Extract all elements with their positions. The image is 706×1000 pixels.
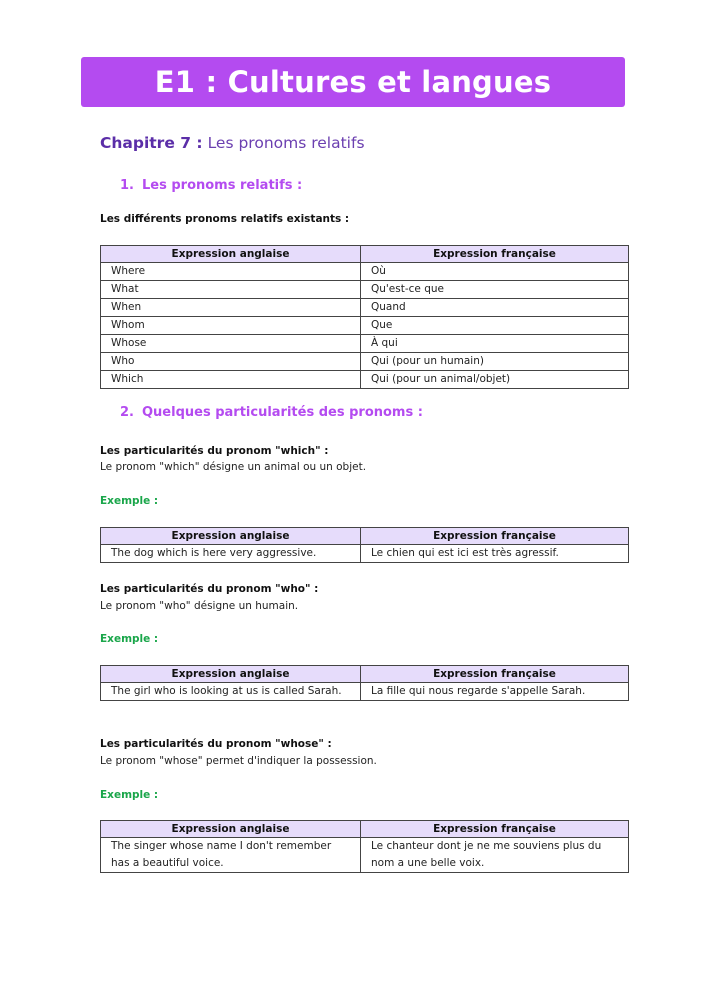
cell-en: The girl who is looking at us is called Sarah.	[101, 683, 361, 701]
section-2-number: 2.	[120, 405, 134, 420]
header-fr: Expression française	[361, 246, 629, 263]
page-title: E1 : Cultures et langues	[154, 65, 552, 99]
section-2-heading	[120, 405, 423, 420]
table-row	[101, 281, 629, 299]
who-example-table	[100, 665, 629, 701]
cell-en: The dog which is here very aggressive.	[101, 545, 361, 563]
pronouns-list-label: Les différents pronoms relatifs existants :	[100, 213, 350, 225]
chapter-heading	[100, 134, 365, 152]
table-row	[101, 353, 629, 371]
who-description: Le pronom "who" désigne un humain.	[100, 600, 299, 612]
which-example-label: Exemple :	[100, 495, 159, 507]
header-fr: Expression française	[361, 821, 629, 838]
header-fr: Expression française	[361, 528, 629, 545]
section-1-heading	[120, 178, 302, 193]
header-fr: Expression française	[361, 666, 629, 683]
cell-fr: Le chanteur dont je ne me souviens plus du nom a une belle voix.	[361, 838, 629, 873]
cell-fr: Le chien qui est ici est très agressif.	[361, 545, 629, 563]
cell-fr: Que	[361, 317, 629, 335]
table-header-row	[101, 246, 629, 263]
header-en: Expression anglaise	[101, 246, 361, 263]
chapter-title: Les pronoms relatifs	[207, 134, 365, 152]
cell-fr: Qui (pour un humain)	[361, 353, 629, 371]
cell-fr: Quand	[361, 299, 629, 317]
who-example-label: Exemple :	[100, 633, 159, 645]
whose-heading: Les particularités du pronom "whose" :	[100, 738, 332, 750]
section-2-title: Quelques particularités des pronoms :	[141, 405, 423, 420]
who-heading: Les particularités du pronom "who" :	[100, 583, 319, 595]
cell-en: Who	[101, 353, 361, 371]
which-heading: Les particularités du pronom "which" :	[100, 445, 329, 457]
pronouns-table	[100, 245, 629, 389]
table-row	[101, 317, 629, 335]
whose-example-label: Exemple :	[100, 789, 159, 801]
cell-en: Whom	[101, 317, 361, 335]
table-row	[101, 545, 629, 563]
table-header-row	[101, 528, 629, 545]
table-row	[101, 299, 629, 317]
cell-fr: La fille qui nous regarde s'appelle Sarah.	[361, 683, 629, 701]
table-row	[101, 335, 629, 353]
cell-en: Which	[101, 371, 361, 389]
which-description: Le pronom "which" désigne un animal ou un objet.	[100, 461, 367, 473]
table-row	[101, 371, 629, 389]
whose-example-table	[100, 820, 629, 873]
table-header-row	[101, 666, 629, 683]
cell-fr: Où	[361, 263, 629, 281]
table-row	[101, 838, 629, 873]
header-en: Expression anglaise	[101, 666, 361, 683]
cell-en: Whose	[101, 335, 361, 353]
cell-fr: Qu'est-ce que	[361, 281, 629, 299]
table-row	[101, 683, 629, 701]
cell-en: The singer whose name I don't remember has a beautiful voice.	[101, 838, 361, 873]
which-example-table	[100, 527, 629, 563]
header-en: Expression anglaise	[101, 821, 361, 838]
header-en: Expression anglaise	[101, 528, 361, 545]
whose-description: Le pronom "whose" permet d'indiquer la possession.	[100, 755, 377, 767]
table-header-row	[101, 821, 629, 838]
cell-en: What	[101, 281, 361, 299]
table-row	[101, 263, 629, 281]
section-1-number: 1.	[120, 178, 134, 193]
section-1-title: Les pronoms relatifs :	[141, 178, 303, 193]
cell-en: When	[101, 299, 361, 317]
chapter-label: Chapitre 7 :	[100, 134, 203, 152]
cell-fr: Qui (pour un animal/objet)	[361, 371, 629, 389]
cell-en: Where	[101, 263, 361, 281]
cell-fr: À qui	[361, 335, 629, 353]
title-banner	[81, 57, 625, 107]
